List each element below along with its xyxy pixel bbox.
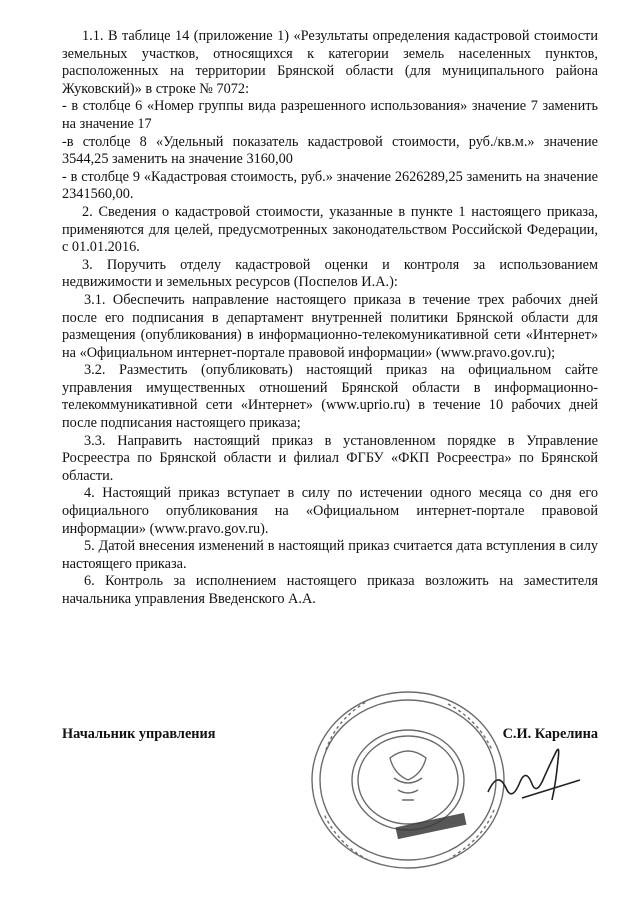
paragraph-5: 5. Датой внесения изменений в настоящий приказ считается дата вступления в силу настоящего приказа. [62, 538, 598, 572]
paragraph-2: 2. Сведения о кадастровой стоимости, указанные в пункте 1 настоящего приказа, применяются для целей, предусмотренных законодательством Российской Федерации, с 01.01.2016. [62, 203, 598, 256]
paragraph-3-1: 3.1. Обеспечить направление настоящего приказа в течение трех рабочих дней после его подписания в департамент внутренней политики Брянской области для размещения (опубликования) в информационно-телекомуникативной сети «Интернет» на «Официальном интернет-портале правовой информации» (www.pravo.gov.ru); [62, 291, 598, 361]
paragraph-6: 6. Контроль за исполнением настоящего приказа возложить на заместителя начальника управления Введенского А.А. [62, 573, 598, 607]
signature-block [62, 726, 598, 896]
handwritten-signature [482, 748, 592, 818]
paragraph-1-1-a: - в столбце 6 «Номер группы вида разрешенного использования» значение 7 заменить на значение 17 [62, 98, 598, 132]
paragraph-4: 4. Настоящий приказ вступает в силу по истечении одного месяца со дня его официального опубликования на «Официальном интернет-портале правовой информации» (www.pravo.gov.ru). [62, 485, 598, 537]
document-body [62, 28, 598, 609]
paragraph-3: 3. Поручить отделу кадастровой оценки и контроля за использованием недвижимости и земельных ресурсов (Поспелов И.А.): [62, 256, 598, 291]
paragraph-1-1: 1.1. В таблице 14 (приложение 1) «Результаты определения кадастровой стоимости земельных участков, относящихся к категории земель населенных пунктов, расположенных на территории Брянской области (для муниципального района Жуковский)» в строке № 7072: [62, 28, 598, 97]
paragraph-1-1-b: -в столбце 8 «Удельный показатель кадастровой стоимости, руб./кв.м.» значение 3544,25 заменить на значение 3160,00 [62, 133, 598, 168]
paragraph-3-2: 3.2. Разместить (опубликовать) настоящий приказ на официальном сайте управления имущественных отношений Брянской области в информационно-телекоммуникативной сети «Интернет» (www.uprio.ru) в течение 10 рабочих дней после подписания настоящего приказа; [62, 362, 598, 432]
signatory-name: С.И. Карелина [502, 726, 598, 742]
paragraph-3-3: 3.3. Направить настоящий приказ в установленном порядке в Управление Росреестра по Брянской области и филиал ФГБУ «ФКП Росреестра» по Брянской области. [62, 432, 598, 484]
paragraph-1-1-c: - в столбце 9 «Кадастровая стоимость, руб.» значение 2626289,25 заменить на значение 2341560,00. [62, 168, 598, 203]
signatory-title: Начальник управления [62, 726, 216, 742]
